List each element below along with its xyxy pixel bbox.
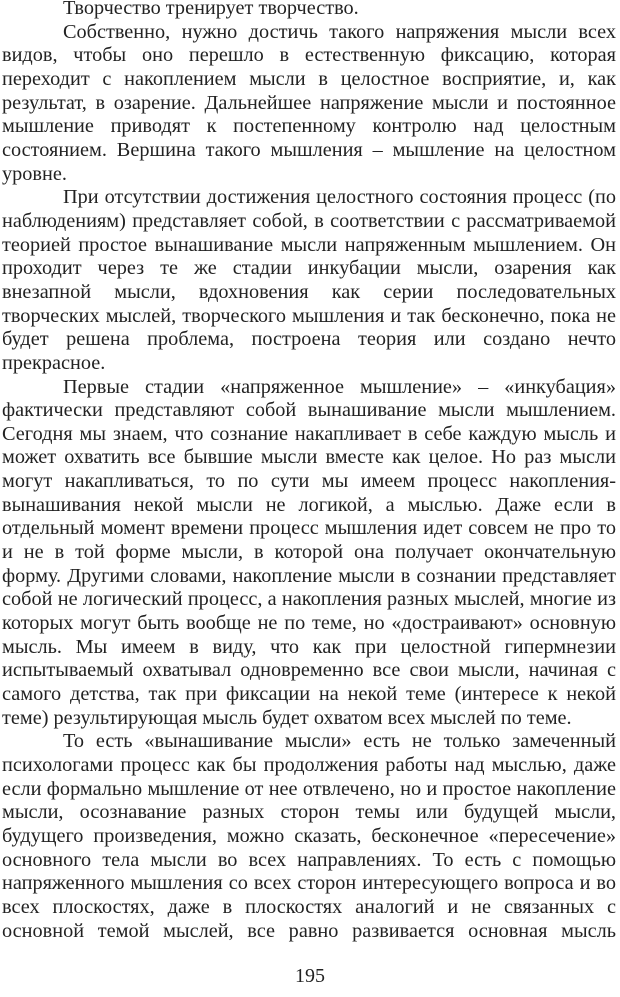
paragraph-4: Первые стадии «напряженное мышление» – «инкубация» фактически представляют собой вынашивание мысли мышлением. Сегодня мы знаем, что сознание накапливает в себе каждую мысль и может охватить все бывшие мысли вместе как целое. Но раз мысли могут накапливаться, то по сути мы имеем процесс накопления-вынашивания некой мысли не логикой, а мыслью. Даже если в отдельный момент времени процесс мышления идет совсем не про то и не в той форме мысли, в которой она получает окончательную форму. Другими словами, накопление мысли в сознании представляет собой не логический процесс, а накопления разных мыслей, многие из которых могут быть вообще не по теме, но «достраивают» основную мысль. Мы имеем в виду, что как при целостной гипермнезии испытываемый охватывал одновременно все свои мысли, начиная с самого детства, так при фиксации на некой теме (интересе к некой теме) результирующая мысль будет охватом всех мыслей по теме.: [2, 375, 616, 729]
paragraph-5: То есть «вынашивание мысли» есть не только замеченный психологами процесс как бы продолжения работы над мыслью, даже если формально мышление от нее отвлечено, но и простое накопление мысли, осознавание разных сторон темы или будущей мысли, будущего произведения, можно сказать, бесконечное «пересечение» основного тела мысли во всех направлениях. То есть с помощью напряженного мышления со всех сторон интересующего вопроса и во всех плоскостях, даже в плоскостях аналогий и не связанных с основной темой мыслей, все равно развивается основная мысль: [2, 730, 616, 942]
body-text: [2, 0, 616, 943]
paragraph-2: Собственно, нужно достичь такого напряжения мысли всех видов, чтобы оно перешло в естественную фиксацию, которая переходит с накоплением мысли в целостное восприятие, и, как результат, в озарение. Дальнейшее напряжение мысли и постоянное мышление приводят к постепенному контролю над целостным состоянием. Вершина такого мышления – мышление на целостном уровне.: [2, 20, 616, 185]
paragraph-3: При отсутствии достижения целостного состояния процесс (по наблюдениям) представляет собой, в соответствии с рассматриваемой теорией простое вынашивание мысли напряженным мышлением. Он проходит через те же стадии инкубации мысли, озарения как внезапной мысли, вдохновения как серии последовательных творческих мыслей, творческого мышления и так бесконечно, пока не будет решена проблема, построена теория или создано нечто прекрасное.: [2, 186, 616, 374]
page-number: 195: [295, 965, 325, 987]
paragraph-1: Творчество тренирует творчество.: [63, 0, 359, 19]
